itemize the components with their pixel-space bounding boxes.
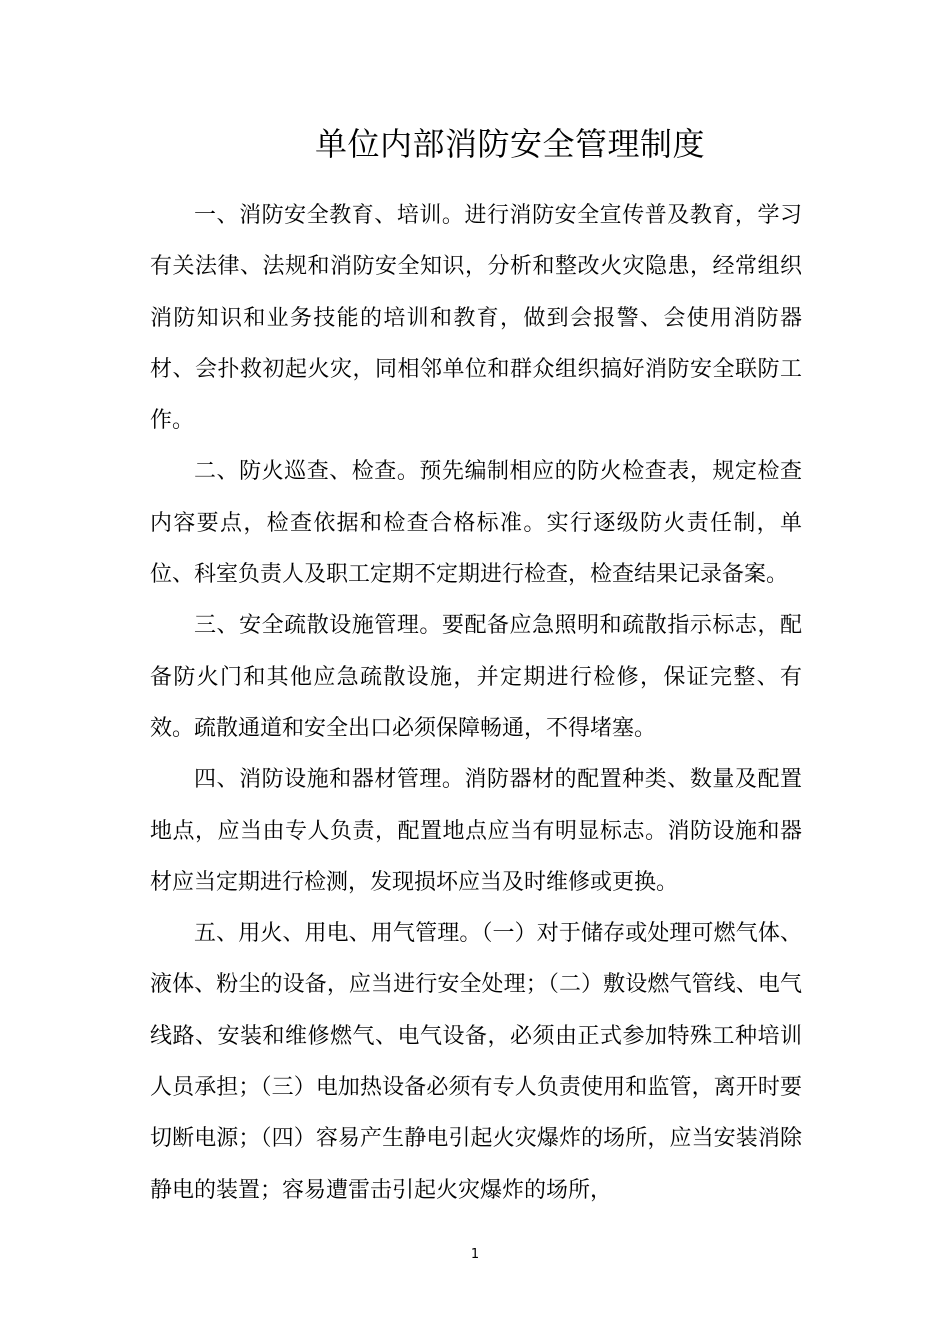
paragraph-fire-education: 一、消防安全教育、培训。进行消防安全宣传普及教育，学习有关法律、法规和消防安全知识，分析和整改火灾隐患，经常组织消防知识和业务技能的培训和教育，做到会报警、会使用消防器材、会扑救初起火灾，同相邻单位和群众组织搞好消防安全联防工作。 bbox=[150, 203, 802, 434]
paragraph-equipment-management: 四、消防设施和器材管理。消防器材的配置种类、数量及配置地点，应当由专人负责，配置地点应当有明显标志。消防设施和器材应当定期进行检测，发现损坏应当及时维修或更换。 bbox=[150, 767, 802, 895]
document-body bbox=[150, 190, 802, 1216]
paragraph-fire-inspection: 二、防火巡查、检查。预先编制相应的防火检查表，规定检查内容要点，检查依据和检查合格标准。实行逐级防火责任制，单位、科室负责人及职工定期不定期进行检查，检查结果记录备案。 bbox=[150, 459, 802, 588]
paragraph-fire-electricity-gas: 五、用火、用电、用气管理。（一）对于储存或处理可燃气体、液体、粉尘的设备，应当进行安全处理；（二）敷设燃气管线、电气线路、安装和维修燃气、电气设备，必须由正式参加特殊工种培训人员承担；（三）电加热设备必须有专人负责使用和监管，离开时要切断电源；（四）容易产生静电引起火灾爆炸的场所，应当安装消除静电的装置；容易遭雷击引起火灾爆炸的场所， bbox=[150, 921, 802, 1203]
document-title: 单位内部消防安全管理制度 bbox=[314, 125, 705, 163]
page-number: 1 bbox=[470, 1247, 480, 1262]
paragraph-evacuation-facilities: 三、安全疏散设施管理。要配备应急照明和疏散指示标志，配备防火门和其他应急疏散设施，并定期进行检修，保证完整、有效。疏散通道和安全出口必须保障畅通，不得堵塞。 bbox=[150, 613, 802, 741]
